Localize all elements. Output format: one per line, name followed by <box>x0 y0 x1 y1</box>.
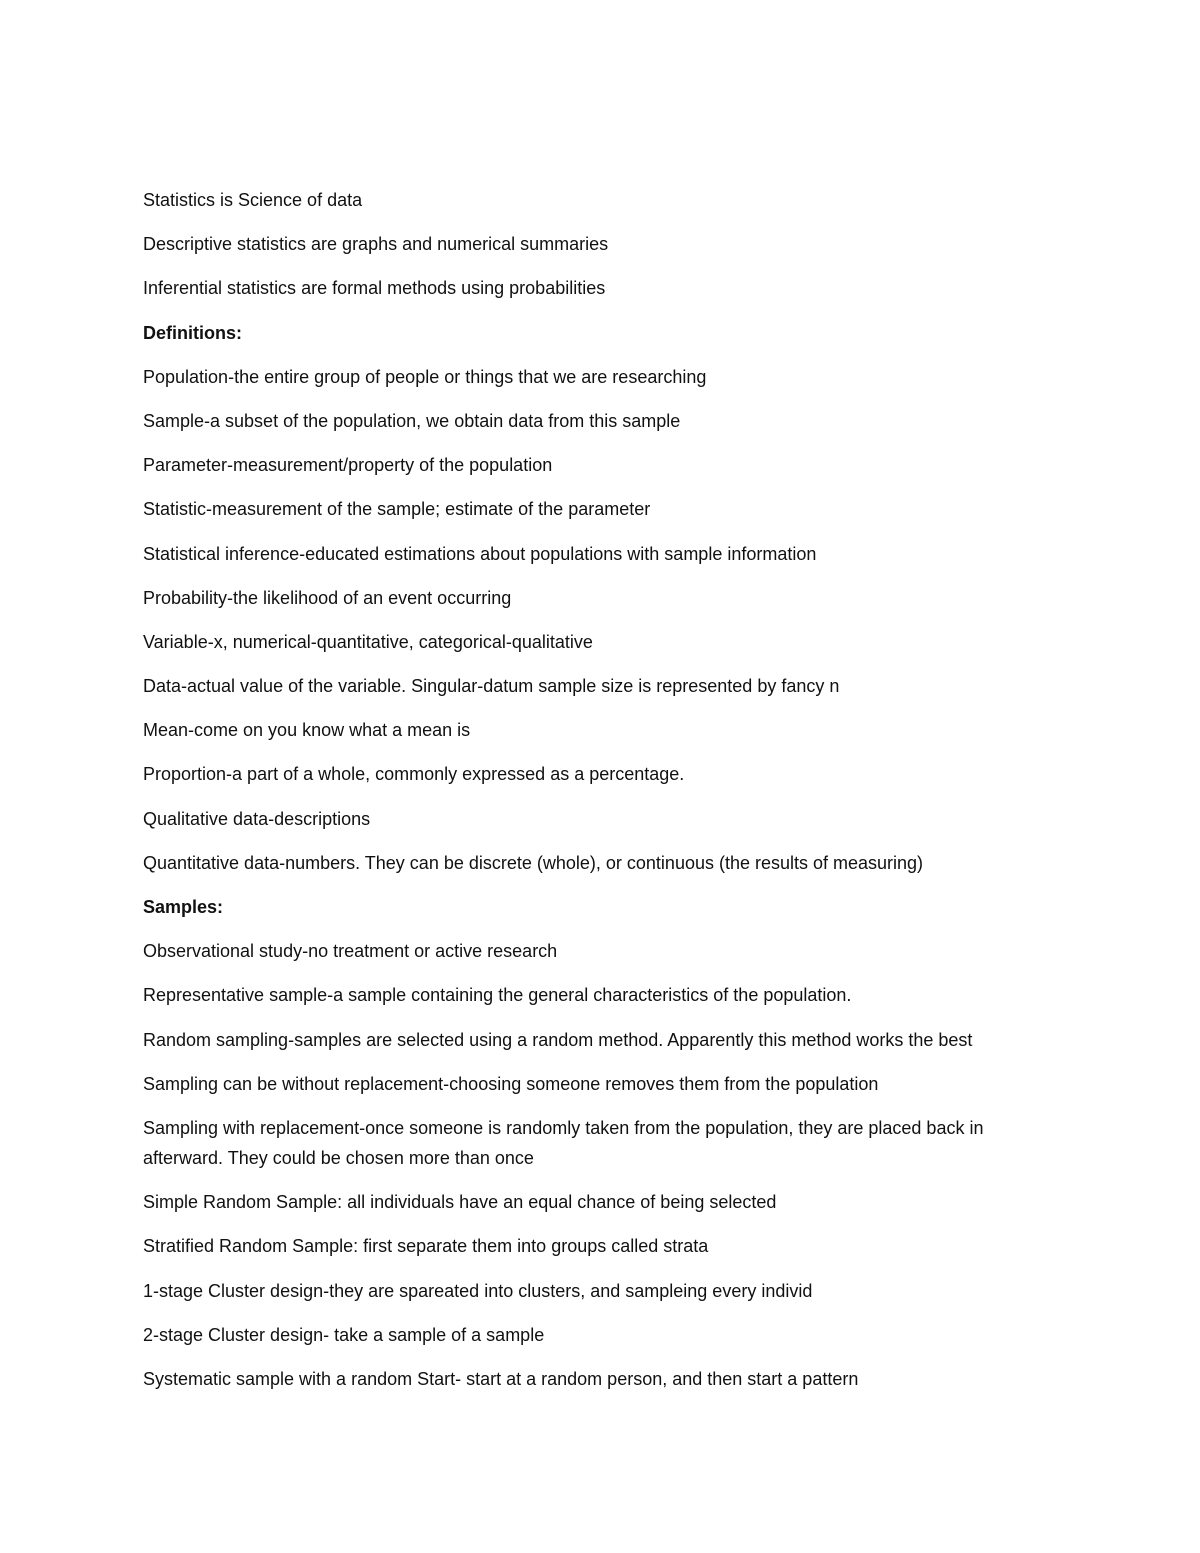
text-line: Descriptive statistics are graphs and numerical summaries <box>143 234 609 255</box>
text-line: Representative sample-a sample containing the general characteristics of the population. <box>143 985 852 1006</box>
text-line: Data-actual value of the variable. Singular-datum sample size is represented by fancy n <box>143 676 840 697</box>
text-line: Probability-the likelihood of an event occurring <box>143 587 512 608</box>
text-paragraph: Sampling with replacement-once someone is randomly taken from the population, they are placed back in afterward. They could be chosen more than once <box>143 1117 984 1168</box>
text-line: Random sampling-samples are selected using a random method. Apparently this method works the best <box>143 1029 973 1050</box>
text-line: Population-the entire group of people or things that we are researching <box>143 366 707 387</box>
text-line: Observational study-no treatment or active research <box>143 941 558 962</box>
text-line: Sample-a subset of the population, we obtain data from this sample <box>143 410 681 431</box>
text-line: Statistic-measurement of the sample; estimate of the parameter <box>143 499 651 520</box>
document-body <box>143 185 1063 1408</box>
section-heading-samples: Samples: <box>143 897 224 917</box>
text-line: Proportion-a part of a whole, commonly expressed as a percentage. <box>143 764 685 785</box>
text-line: Simple Random Sample: all individuals have an equal chance of being selected <box>143 1192 777 1213</box>
text-line: 1-stage Cluster design-they are spareated into clusters, and sampleing every individ <box>143 1280 813 1301</box>
text-line: Variable-x, numerical-quantitative, categorical-qualitative <box>143 631 593 652</box>
text-line: 2-stage Cluster design- take a sample of a sample <box>143 1324 545 1345</box>
section-heading-definitions: Definitions: <box>143 322 242 343</box>
text-line: Inferential statistics are formal methods using probabilities <box>143 278 606 299</box>
text-line: Sampling can be without replacement-choosing someone removes them from the population <box>143 1073 879 1094</box>
text-line: Statistical inference-educated estimations about populations with sample information <box>143 543 817 564</box>
text-line: Stratified Random Sample: first separate them into groups called strata <box>143 1236 709 1257</box>
text-line: Parameter-measurement/property of the population <box>143 455 553 476</box>
text-line: Mean-come on you know what a mean is <box>143 720 471 741</box>
text-line: Systematic sample with a random Start- start at a random person, and then start a pattern <box>143 1368 859 1389</box>
text-line: Quantitative data-numbers. They can be discrete (whole), or continuous (the results of measuring) <box>143 852 924 873</box>
text-line: Statistics is Science of data <box>143 190 363 210</box>
text-line: Qualitative data-descriptions <box>143 808 371 829</box>
